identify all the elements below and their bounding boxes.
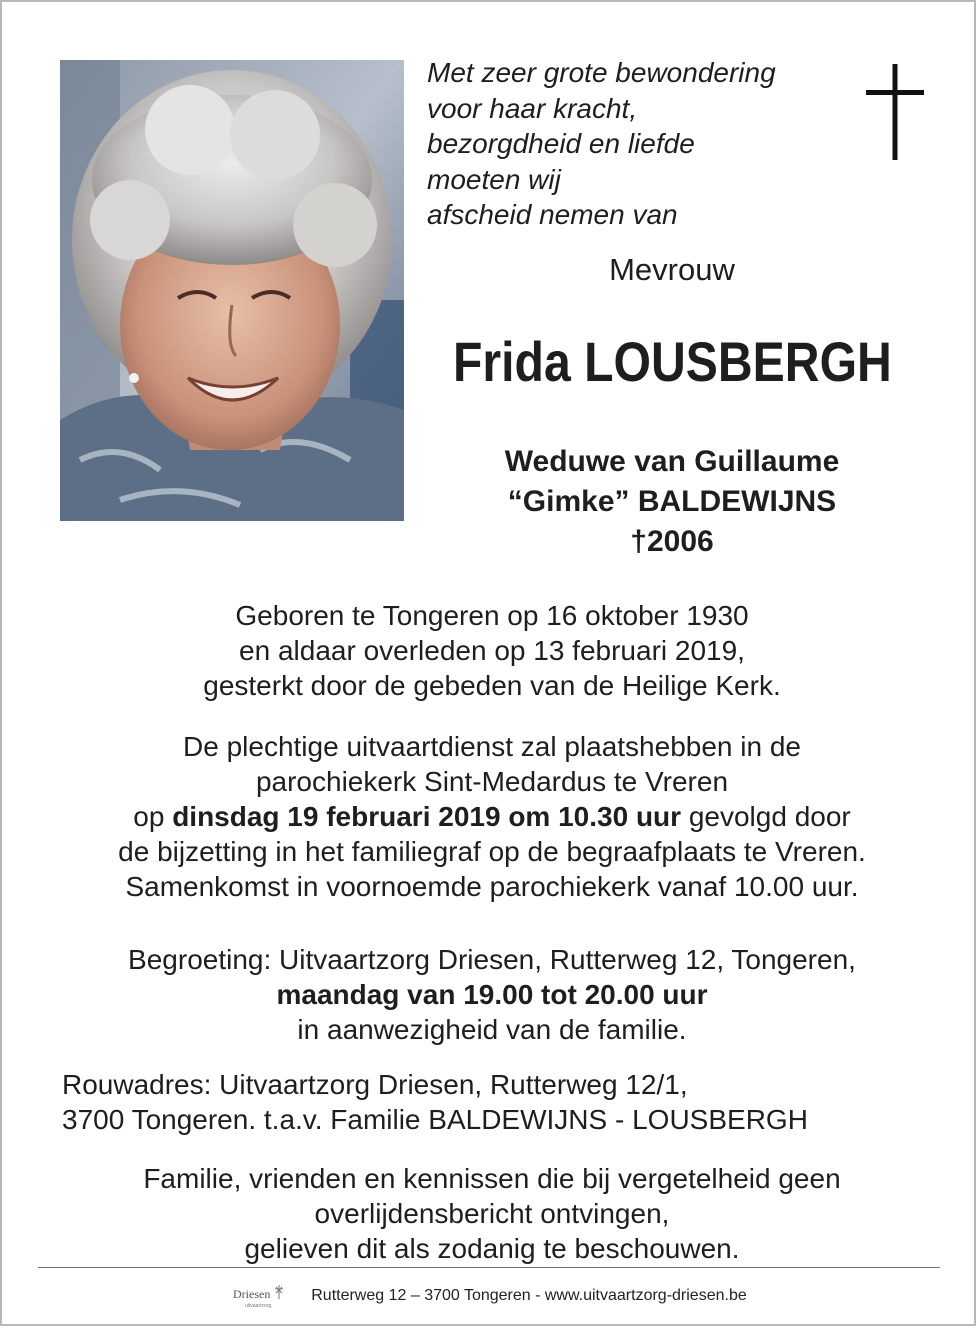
paragraph-line: Familie, vrienden en kennissen die bij vergetelheid geen [143,1163,841,1194]
paragraph-line: en aldaar overleden op 13 februari 2019, [239,635,745,666]
widow-line: Weduwe van Guillaume [504,445,840,478]
paragraph-line: Samenkomst in voornoemde parochiekerk vanaf 10.00 uur. [125,871,859,902]
honorific-title: Mevrouw [609,252,735,287]
paragraph-line: De plechtige uitvaartdienst zal plaatshebben in de [183,731,801,762]
portrait-photo [60,60,404,521]
intro-line: bezorgdheid en liefde [427,128,695,159]
intro-line: afscheid nemen van [427,199,678,230]
greeting-paragraph [42,942,942,1047]
paragraph-line: parochiekerk Sint-Medardus te Vreren [255,766,729,797]
logo-text: Driesen [233,1287,271,1301]
paragraph-line: in aanwezigheid van de familie. [297,1014,687,1045]
paragraph-line: overlijdensbericht ontvingen, [314,1198,670,1229]
paragraph-line: Rouwadres: Uitvaartzorg Driesen, Rutterweg 12/1, [62,1069,688,1100]
cross-icon [866,64,924,160]
paragraph-line: de bijzetting in het familiegraf op de begraafplaats te Vreren. [118,836,866,867]
closing-paragraph [42,1161,942,1266]
greeting-time: maandag van 19.00 tot 20.00 uur [276,979,708,1010]
service-date-time: dinsdag 19 februari 2019 om 10.30 uur [172,801,682,832]
paragraph-line [42,977,942,1012]
intro-line: moeten wij [427,163,561,195]
text-segment: gevolgd door [681,801,851,832]
intro-line: voor haar kracht, [427,92,638,124]
birth-death-paragraph [42,598,942,703]
paragraph-line [42,799,942,834]
text-segment: op [133,801,173,832]
widow-line: †2006 [630,525,714,558]
footer [2,1283,976,1309]
widow-line: “Gimke” BALDEWIJNS [507,485,837,518]
intro-line: Met zeer grote bewondering [427,57,776,88]
logo-subtext: uitvaartzorg [245,1303,272,1309]
paragraph-line: gesterkt door de gebeden van de Heilige Kerk. [203,670,781,701]
paragraph-line: gelieven dit als zodanig te beschouwen. [244,1233,740,1264]
mourning-address [62,1067,942,1137]
paragraph-line: Begroeting: Uitvaartzorg Driesen, Rutterweg 12, Tongeren, [128,944,856,975]
widow-info [422,442,922,562]
intro-text [427,55,776,233]
paragraph-line: Geboren te Tongeren op 16 oktober 1930 [235,600,749,631]
footer-divider [38,1267,940,1268]
footer-contact: Rutterweg 12 – 3700 Tongeren - www.uitvaartzorg-driesen.be [311,1287,747,1305]
driesen-logo [233,1283,287,1309]
funeral-service-paragraph [42,729,942,904]
deceased-name: Frida LOUSBERGH [453,330,892,393]
paragraph-line: 3700 Tongeren. t.a.v. Familie BALDEWIJNS - LOUSBERGH [62,1104,808,1135]
